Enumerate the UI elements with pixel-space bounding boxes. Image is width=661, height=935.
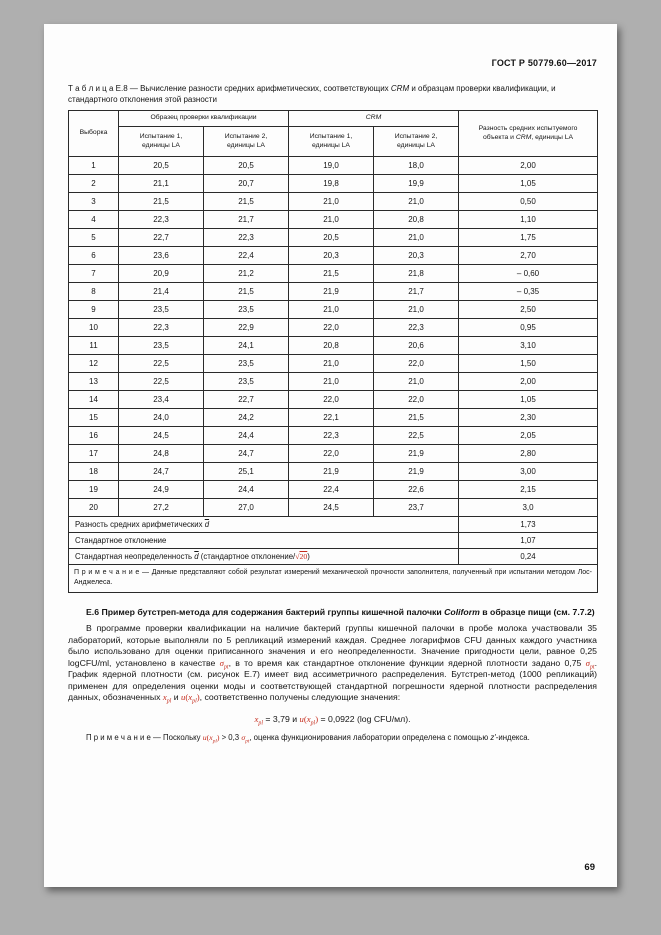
table-row (69, 283, 598, 301)
table-cell: 3,00 (459, 463, 598, 481)
section-note (68, 733, 597, 744)
table-cell: 20,5 (289, 229, 374, 247)
table-cell: 2,80 (459, 445, 598, 463)
table-cell: 22,3 (204, 229, 289, 247)
table-cell: 22,5 (119, 373, 204, 391)
table-cell: 24,0 (119, 409, 204, 427)
table-row (69, 481, 598, 499)
table-cell: 24,2 (204, 409, 289, 427)
table-row (69, 337, 598, 355)
section-paragraph (68, 623, 597, 704)
col-header-qual-test1: Испытание 1, единицы LA (119, 127, 204, 157)
text-segment: 20 (299, 552, 308, 562)
table-cell: 23,5 (119, 337, 204, 355)
text-segment: √ (295, 552, 300, 562)
summary-value: 0,24 (459, 549, 598, 565)
table-cell: 20,8 (289, 337, 374, 355)
table-cell: 22,4 (204, 247, 289, 265)
table-cell: 20,3 (374, 247, 459, 265)
table-cell: 27,2 (119, 499, 204, 517)
table-cell: 2,00 (459, 157, 598, 175)
page-number: 69 (584, 862, 595, 873)
table-cell: 1,75 (459, 229, 598, 247)
text-segment: $\overline{d}$ (194, 552, 199, 562)
table-cell: 3,10 (459, 337, 598, 355)
text-segment: x (306, 713, 311, 724)
text-segment: x (162, 692, 167, 703)
col-header-difference (459, 111, 598, 157)
table-cell: 22,7 (119, 229, 204, 247)
table-cell: 24,5 (289, 499, 374, 517)
table-row (69, 427, 598, 445)
table-row (69, 301, 598, 319)
table-cell: 22,4 (289, 481, 374, 499)
text-segment: x (209, 732, 213, 742)
table-cell: 22,0 (374, 355, 459, 373)
table-cell: 22,7 (204, 391, 289, 409)
col-header-crm-group (289, 111, 459, 127)
table-row (69, 319, 598, 337)
table-cell: 24,8 (119, 445, 204, 463)
table-cell: 21,5 (204, 193, 289, 211)
text-segment: Стандартная неопределенность (75, 552, 195, 562)
table-cell: 21,0 (374, 193, 459, 211)
text-segment: П р и м е ч а н и е — Поскольку (86, 732, 203, 742)
table-cell: 24,9 (119, 481, 204, 499)
table-cell: 8 (69, 283, 119, 301)
summary-row (69, 533, 598, 549)
table-cell: 23,7 (374, 499, 459, 517)
table-cell: 23,5 (204, 373, 289, 391)
text-segment: x (188, 692, 193, 703)
table-cell: 23,4 (119, 391, 204, 409)
text-segment: pt (245, 738, 250, 745)
text-segment: Разность средних арифметических (75, 520, 205, 530)
header-row-groups (69, 111, 598, 127)
table-cell: 21,0 (289, 193, 374, 211)
table-cell: 11 (69, 337, 119, 355)
table-cell: 25,1 (204, 463, 289, 481)
table-cell: 20,3 (289, 247, 374, 265)
table-cell: 22,0 (289, 319, 374, 337)
text-segment: и образцам проверки квалификации, и стандартного отклонения этой разности (68, 84, 556, 104)
table-cell: 21,0 (289, 301, 374, 319)
summary-row (69, 549, 598, 565)
table-row (69, 175, 598, 193)
doc-header: ГОСТ Р 50779.60—2017 (491, 58, 597, 68)
summary-label (69, 517, 459, 533)
table-cell: 0,95 (459, 319, 598, 337)
table-cell: 19 (69, 481, 119, 499)
table-cell: 21,5 (374, 409, 459, 427)
table-cell: 1,05 (459, 391, 598, 409)
table-cell: 19,8 (289, 175, 374, 193)
text-segment: u (202, 732, 207, 742)
table-note-section (69, 565, 598, 593)
table-cell: 18 (69, 463, 119, 481)
table-cell: 22,5 (119, 355, 204, 373)
table-cell: 22,3 (374, 319, 459, 337)
table-cell: 19,0 (289, 157, 374, 175)
table-cell: 22,9 (204, 319, 289, 337)
text-segment: x (254, 713, 259, 724)
table-cell: 23,5 (204, 355, 289, 373)
table-cell: 21,5 (289, 265, 374, 283)
table-cell: 2,50 (459, 301, 598, 319)
text-segment: σ (241, 732, 246, 742)
formula (68, 713, 597, 727)
table-cell: 20,8 (374, 211, 459, 229)
text-segment: > 0,3 (219, 732, 242, 742)
table-row (69, 499, 598, 517)
text-segment: ) (315, 713, 319, 724)
table-cell: 14 (69, 391, 119, 409)
table-row (69, 229, 598, 247)
text-segment: pl (166, 699, 172, 706)
table-cell: 21,7 (374, 283, 459, 301)
table-header (69, 111, 598, 157)
summary-label (69, 549, 459, 565)
table-cell: 21,5 (119, 193, 204, 211)
table-cell: 18,0 (374, 157, 459, 175)
table-cell: 1,50 (459, 355, 598, 373)
table-cell: 10 (69, 319, 119, 337)
table-cell: 22,6 (374, 481, 459, 499)
table-cell: 19,9 (374, 175, 459, 193)
text-segment: П р и м е ч а н и е — Данные представляют собой результат измерений механической прочности заполнителя, полученный при испытании методом Лос-Анджелеса. (74, 569, 593, 587)
table-cell: 21,0 (374, 373, 459, 391)
table-cell: 7 (69, 265, 119, 283)
data-table (68, 110, 598, 593)
table-cell: 2,00 (459, 373, 598, 391)
table-row (69, 409, 598, 427)
table-row (69, 157, 598, 175)
table-cell: 23,5 (119, 301, 204, 319)
summary-value: 1,07 (459, 533, 598, 549)
table-cell: 24,7 (119, 463, 204, 481)
text-segment: . График ядерной плотности (см. рисунок Е.7) имеет вид ассиметричного распределения. Бутстреп-метод (1000 репликаций) применен для определения оценки моды и соответствующей стандартной погрешности ядерной плотности распределения данных, обозначенных (68, 657, 597, 703)
table-row (69, 247, 598, 265)
text-segment: = 3,79 и (262, 713, 300, 724)
text-segment: ( (303, 713, 307, 724)
text-segment: , единицы LA (531, 133, 574, 141)
table-body (69, 157, 598, 517)
text-segment: u (299, 713, 304, 724)
table-cell: – 0,60 (459, 265, 598, 283)
text-segment: CRM (390, 84, 410, 93)
table-cell: 16 (69, 427, 119, 445)
table-row (69, 373, 598, 391)
table-cell: 27,0 (204, 499, 289, 517)
table-cell: 13 (69, 373, 119, 391)
table-cell: 22,0 (289, 445, 374, 463)
table-cell: 6 (69, 247, 119, 265)
table-cell: 22,0 (289, 391, 374, 409)
text-segment: σ (219, 657, 224, 668)
summary-row (69, 517, 598, 533)
table-cell: 21,0 (374, 229, 459, 247)
table-cell: 1 (69, 157, 119, 175)
table-cell: 24,4 (204, 427, 289, 445)
table-cell: 24,5 (119, 427, 204, 445)
table-cell: 21,5 (204, 283, 289, 301)
table-cell: 23,5 (204, 301, 289, 319)
text-segment: Стандартное отклонение (75, 536, 167, 546)
col-header-qual-test2: Испытание 2, единицы LA (204, 127, 289, 157)
table-cell: 21,4 (119, 283, 204, 301)
table-cell: 21,9 (374, 445, 459, 463)
table-cell: 20,6 (374, 337, 459, 355)
table-cell: 22,3 (119, 211, 204, 229)
text-segment: pl (258, 720, 263, 727)
table-cell: 2,30 (459, 409, 598, 427)
col-header-crm-test2: Испытание 2, единицы LA (374, 127, 459, 157)
text-segment: , соответственно получены следующие значения: (199, 692, 401, 703)
table-cell: 21,9 (289, 463, 374, 481)
table-cell: 2,70 (459, 247, 598, 265)
text-segment: ) (216, 732, 220, 742)
document-page (44, 24, 617, 887)
table-cell: 24,4 (204, 481, 289, 499)
table-cell: 9 (69, 301, 119, 319)
table-cell: 21,0 (289, 211, 374, 229)
table-row (69, 355, 598, 373)
table-cell: 21,0 (289, 373, 374, 391)
table-cell: 2,05 (459, 427, 598, 445)
text-segment: в образце пищи (см. 7.7.2) (479, 606, 595, 617)
table-cell: 22,0 (374, 391, 459, 409)
text-segment: , оценка функционирования лаборатории определена с помощью (249, 732, 491, 742)
col-header-qualification-group: Образец проверки квалификации (119, 111, 289, 127)
text-segment: pl (192, 699, 197, 706)
table-cell: 17 (69, 445, 119, 463)
table-cell: 21,9 (289, 283, 374, 301)
text-segment: pt (223, 664, 229, 671)
text-segment: ( (185, 692, 189, 703)
table-cell: 21,0 (289, 355, 374, 373)
table-cell: 5 (69, 229, 119, 247)
table-cell: 2 (69, 175, 119, 193)
table-cell: 24,1 (204, 337, 289, 355)
text-segment: Т а б л и ц а Е.8 — Вычисление разности средних арифметических, соответствующих (68, 84, 391, 93)
text-segment: = 0,0922 (log CFU/мл). (318, 713, 411, 724)
table-cell: 21,1 (119, 175, 204, 193)
text-segment: pl (310, 720, 316, 727)
table-row (69, 211, 598, 229)
table-cell: 21,8 (374, 265, 459, 283)
table-cell: 15 (69, 409, 119, 427)
text-segment: -индекса. (495, 732, 530, 742)
text-segment: CRM (365, 114, 382, 122)
text-segment: , в то время как стандартное отклонение функции ядерной плотности задано 0,75 (228, 657, 586, 668)
table-cell: 21,0 (374, 301, 459, 319)
table-summary (69, 517, 598, 565)
text-segment: u (181, 692, 186, 703)
table-row (69, 391, 598, 409)
summary-value: 1,73 (459, 517, 598, 533)
table-cell: 2,15 (459, 481, 598, 499)
table-cell: 21,9 (374, 463, 459, 481)
table-cell: 22,5 (374, 427, 459, 445)
table-cell: 24,7 (204, 445, 289, 463)
text-segment: pl (212, 738, 217, 745)
table-cell: 23,6 (119, 247, 204, 265)
text-segment: ( (206, 732, 210, 742)
section-heading (68, 606, 597, 618)
table-cell: 21,2 (204, 265, 289, 283)
text-segment: σ (585, 657, 590, 668)
text-segment: Разность средних испытуемого объекта и (478, 124, 578, 141)
table-row (69, 445, 598, 463)
table-cell: – 0,35 (459, 283, 598, 301)
table-row (69, 265, 598, 283)
text-segment: и (171, 692, 181, 703)
text-segment: ) (196, 692, 200, 703)
table-caption (68, 84, 597, 105)
col-header-sample: Выборка (69, 111, 119, 157)
text-segment: $\overline{d}$ (204, 520, 210, 530)
table-cell: 3,0 (459, 499, 598, 517)
table-cell: 22,1 (289, 409, 374, 427)
table-cell: 12 (69, 355, 119, 373)
text-segment: (стандартное отклонение/ (198, 552, 296, 562)
text-segment: В программе проверки квалификации на наличие бактерий группы кишечной палочки в пробе молока участвовали 35 лабораторий, которые выполняли по 5 репликаций измерений каждая. Среднее логарифмов CFU данных каждого участника было использовано для оценки приписанного значения и его неопределенности. Значение пригодности цели, равное 0,25 logCFU/ml, установлено в качестве (68, 622, 597, 668)
table-cell: 22,3 (289, 427, 374, 445)
text-segment: Е.6 Пример бутстреп-метода для содержания бактерий группы кишечной палочки (86, 606, 445, 617)
text-segment: z' (490, 732, 496, 742)
table-cell: 20 (69, 499, 119, 517)
text-segment: CRM (515, 133, 532, 141)
table-cell: 1,05 (459, 175, 598, 193)
table-cell: 20,9 (119, 265, 204, 283)
summary-label (69, 533, 459, 549)
table-cell: 0,50 (459, 193, 598, 211)
table-cell: 3 (69, 193, 119, 211)
text-segment: pt (589, 664, 595, 671)
table-cell: 4 (69, 211, 119, 229)
table-row (69, 463, 598, 481)
text-segment: Coliform (444, 606, 480, 617)
table-note (69, 565, 598, 593)
table-cell: 21,7 (204, 211, 289, 229)
table-note-row (69, 565, 598, 593)
table-row (69, 193, 598, 211)
table-cell: 20,5 (119, 157, 204, 175)
table-cell: 20,7 (204, 175, 289, 193)
table-cell: 1,10 (459, 211, 598, 229)
text-segment: ) (307, 552, 310, 562)
table-cell: 20,5 (204, 157, 289, 175)
table-cell: 22,3 (119, 319, 204, 337)
col-header-crm-test1: Испытание 1, единицы LA (289, 127, 374, 157)
